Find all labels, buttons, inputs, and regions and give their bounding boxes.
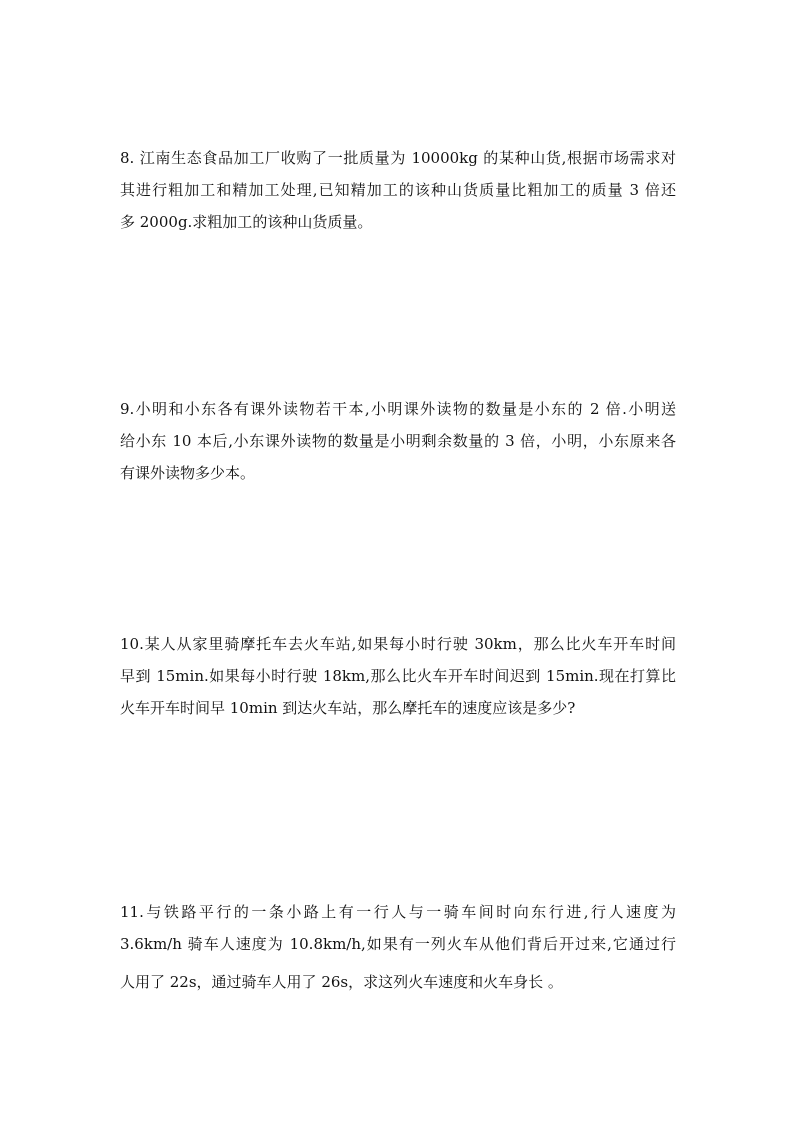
problem-11-line-2: 3.6km/h 骑车人速度为 10.8km/h,如果有一列火车从他们背后开过来,它通过行 [120,935,676,953]
problem-11-line-1: 11.与铁路平行的一条小路上有一行人与一骑车间时向东行进,行人速度为 [120,903,676,921]
problem-10-line-2: 早到 15min.如果每小时行驶 18km,那么比火车开车时间迟到 15min.现在打算比 [120,667,676,685]
problem-8-line-3: 多 2000g.求粗加工的该种山货质量。 [120,213,373,231]
problem-9-line-3: 有课外读物多少本。 [120,464,256,482]
problem-9-line-2: 给小东 10 本后,小东课外读物的数量是小明剩余数量的 3 倍，小明，小东原来各 [120,432,676,450]
problem-11-line-3: 人用了 22s，通过骑车人用了 26s，求这列火车速度和火车身长 。 [120,973,563,991]
problem-10-line-1: 10.某人从家里骑摩托车去火车站,如果每小时行驶 30km，那么比火车开车时间 [120,635,676,653]
problem-10-line-3: 火车开车时间早 10min 到达火车站，那么摩托车的速度应该是多少? [120,699,576,717]
problem-8-line-1: 8. 江南生态食品加工厂收购了一批质量为 10000kg 的某种山货,根据市场需求对 [120,149,676,167]
problem-9-line-1: 9.小明和小东各有课外读物若干本,小明课外读物的数量是小东的 2 倍.小明送 [120,400,676,418]
problem-8-line-2: 其进行粗加工和精加工处理,已知精加工的该种山货质量比粗加工的质量 3 倍还 [120,181,676,199]
